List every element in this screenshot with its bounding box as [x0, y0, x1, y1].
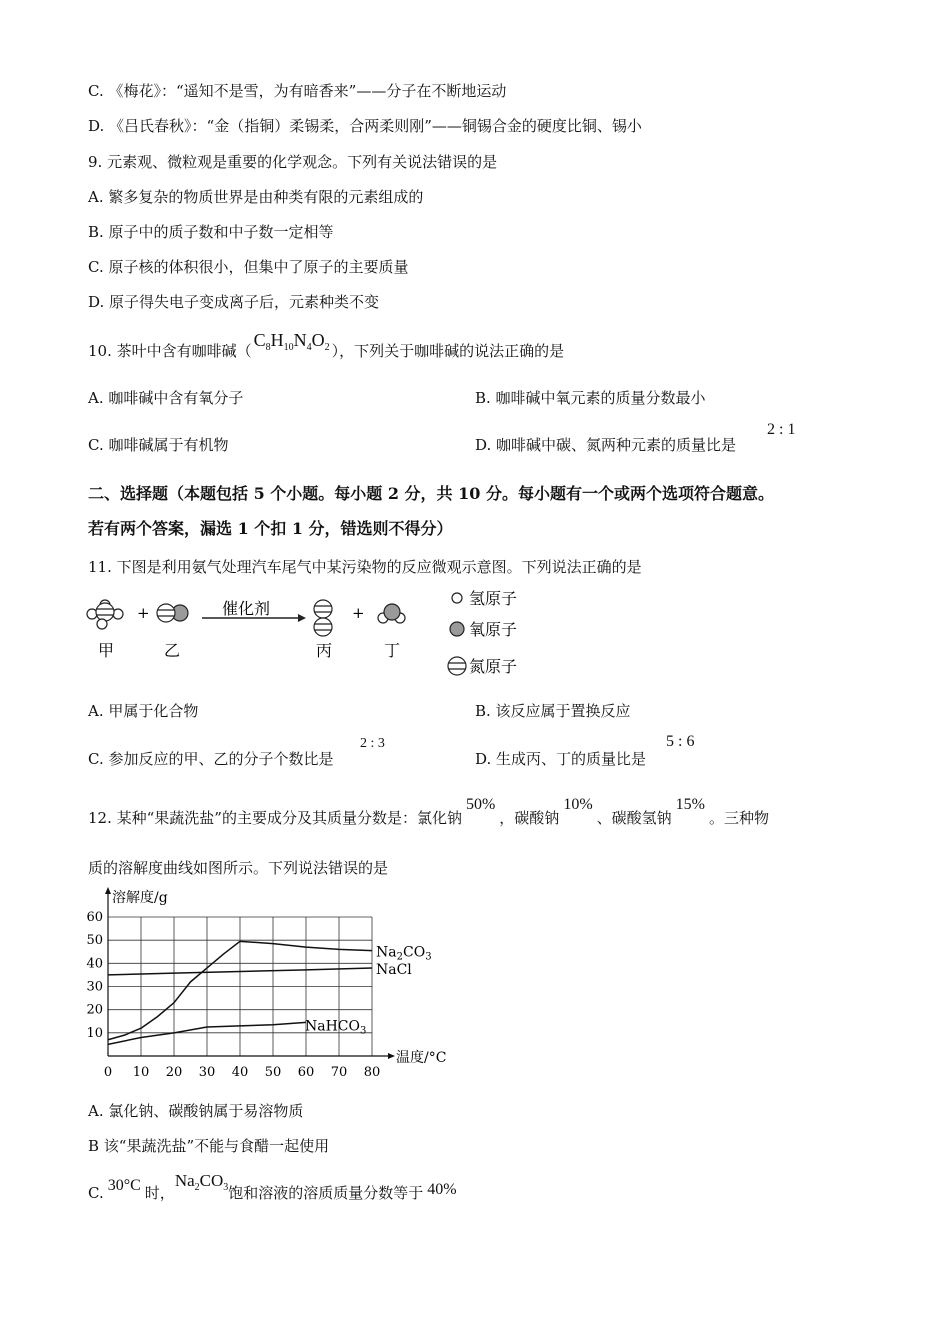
series-label-nahco3: NaHCO$_3$	[305, 1018, 367, 1037]
y-tick-label: 50	[86, 933, 103, 949]
na2co3-formula: $Na_2CO_3$	[174, 1171, 229, 1193]
reaction-diagram	[80, 582, 540, 682]
x-tick-label: 40	[231, 1065, 249, 1080]
q12-stem-line1: 12. 某种“果蔬洗盐”的主要成分及其质量分数是：氯化钠50%，碳酸钠10%、碳酸氢钠15%。三种物	[88, 796, 769, 827]
x-tick-label: 30	[198, 1065, 216, 1080]
x-tick-label: 50	[264, 1065, 282, 1080]
x-tick-label: 10	[132, 1065, 150, 1080]
series-label-na2co3: $Na_2CO_3$	[376, 944, 432, 963]
x-tick-label: 70	[330, 1065, 348, 1080]
q9-option-c: C. 原子核的体积很小，但集中了原子的主要质量	[88, 258, 409, 276]
molecule-bing	[314, 600, 332, 636]
hydrogen-atom	[87, 609, 97, 619]
molecule-yi	[157, 604, 188, 622]
percent-na2co3: 10%	[563, 796, 593, 813]
plus-sign-1: +	[137, 604, 150, 622]
legend-oxygen-label: 氧原子	[469, 620, 518, 639]
q12-option-c: C. 30°C 时，$Na_2CO_3$饱和溶液的溶质质量分数等于 40%	[88, 1171, 457, 1202]
label-bing: 丙	[316, 641, 333, 660]
section2-heading-line1: 二、选择题（本题包括 5 个小题。每小题 2 分，共 10 分。每小题有一个或两个选项符合题意。	[88, 484, 774, 503]
label-jia: 甲	[98, 641, 115, 660]
diagram-legend	[448, 589, 517, 676]
label-yi: 乙	[164, 641, 181, 660]
x-tick-label: 0	[103, 1065, 113, 1080]
molecule-ding	[378, 604, 405, 623]
arrow-head-icon	[298, 614, 306, 622]
solubility-chart	[80, 882, 480, 1087]
nitrogen-atom	[314, 600, 332, 618]
series-label-nacl: NaCl	[376, 961, 412, 978]
x-tick-label: 80	[363, 1065, 381, 1080]
q11c-ratio: 2 : 3	[360, 736, 385, 751]
x-tick-label: 20	[165, 1065, 183, 1080]
percent-nacl: 50%	[465, 796, 496, 813]
hydrogen-atom	[113, 609, 123, 619]
legend-nitrogen-icon	[448, 657, 466, 675]
hydrogen-atom	[97, 619, 107, 629]
y-axis-title: 溶解度/g	[112, 890, 168, 906]
q10-option-a: A. 咖啡碱中含有氧分子	[88, 389, 244, 407]
q10-option-d: D. 咖啡碱中碳、氮两种元素的质量比是	[475, 436, 737, 454]
catalyst-label: 催化剂	[222, 599, 271, 618]
q11-stem: 11. 下图是利用氨气处理汽车尾气中某污染物的反应微观示意图。下列说法正确的是	[88, 558, 642, 576]
nitrogen-atom	[314, 618, 332, 636]
y-axis-arrow-icon	[105, 887, 111, 894]
q10-option-c: C. 咖啡碱属于有机物	[88, 436, 229, 454]
legend-hydrogen-label: 氢原子	[469, 589, 518, 608]
q10-stem: 10. 茶叶中含有咖啡碱（$C_8H_{10}N_4O_2$ ），下列关于咖啡碱的说法正确的是	[88, 330, 565, 360]
oxygen-atom	[384, 604, 400, 620]
nitrogen-atom	[96, 603, 114, 621]
x-axis-arrow-icon	[388, 1053, 395, 1059]
q9-option-d: D. 原子得失电子变成离子后，元素种类不变	[88, 293, 380, 311]
q11-option-b: B. 该反应属于置换反应	[475, 702, 631, 720]
nitrogen-atom	[157, 604, 175, 622]
molecule-jia	[87, 600, 123, 629]
y-tick-label: 60	[86, 910, 103, 925]
legend-nitrogen-label: 氮原子	[469, 657, 518, 676]
caffeine-formula: $C_8H_{10}N_4O_2$	[253, 330, 330, 353]
q8-option-c: C. 《梅花》：“遥知不是雪，为有暗香来”——分子在不断地运动	[88, 82, 507, 100]
q10-option-b: B. 咖啡碱中氧元素的质量分数最小	[475, 389, 706, 407]
q11d-ratio: 5 : 6	[666, 733, 695, 750]
temperature-30c: 30°C	[107, 1177, 141, 1194]
q10d-ratio: 2 : 1	[767, 421, 796, 438]
q8-option-d: D. 《吕氏春秋》：“金（指铜）柔锡柔，合两柔则刚”——铜锡合金的硬度比铜、锡小	[88, 117, 642, 135]
plus-sign-2: +	[352, 604, 365, 622]
q9-stem: 9. 元素观、微粒观是重要的化学观念。下列有关说法错误的是	[88, 153, 498, 171]
y-tick-label: 10	[86, 1025, 103, 1041]
q12-option-b: B 该“果蔬洗盐”不能与食醋一起使用	[88, 1137, 330, 1155]
label-ding: 丁	[384, 641, 401, 660]
x-tick-label: 60	[297, 1065, 315, 1080]
q11-option-c: C. 参加反应的甲、乙的分子个数比是	[88, 750, 334, 768]
x-axis-title: 温度/°C	[396, 1050, 447, 1066]
q12-stem-line2: 质的溶解度曲线如图所示。下列说法错误的是	[88, 859, 389, 877]
section2-heading-line2: 若有两个答案，漏选 1 个扣 1 分，错选则不得分）	[88, 519, 453, 538]
legend-hydrogen-icon	[452, 593, 462, 603]
legend-oxygen-icon	[450, 622, 464, 636]
y-tick-label: 40	[86, 956, 103, 972]
y-tick-label: 30	[86, 979, 103, 995]
y-tick-label: 20	[86, 1002, 103, 1018]
q11-option-d: D. 生成丙、丁的质量比是	[475, 750, 647, 768]
q11-option-a: A. 甲属于化合物	[88, 702, 199, 720]
q12-option-a: A. 氯化钠、碳酸钠属于易溶物质	[88, 1102, 304, 1120]
q9-option-b: B. 原子中的质子数和中子数一定相等	[88, 223, 334, 241]
percent-40: 40%	[427, 1181, 457, 1198]
q9-option-a: A. 繁多复杂的物质世界是由种类有限的元素组成的	[88, 188, 424, 206]
percent-nahco3: 15%	[675, 796, 705, 813]
